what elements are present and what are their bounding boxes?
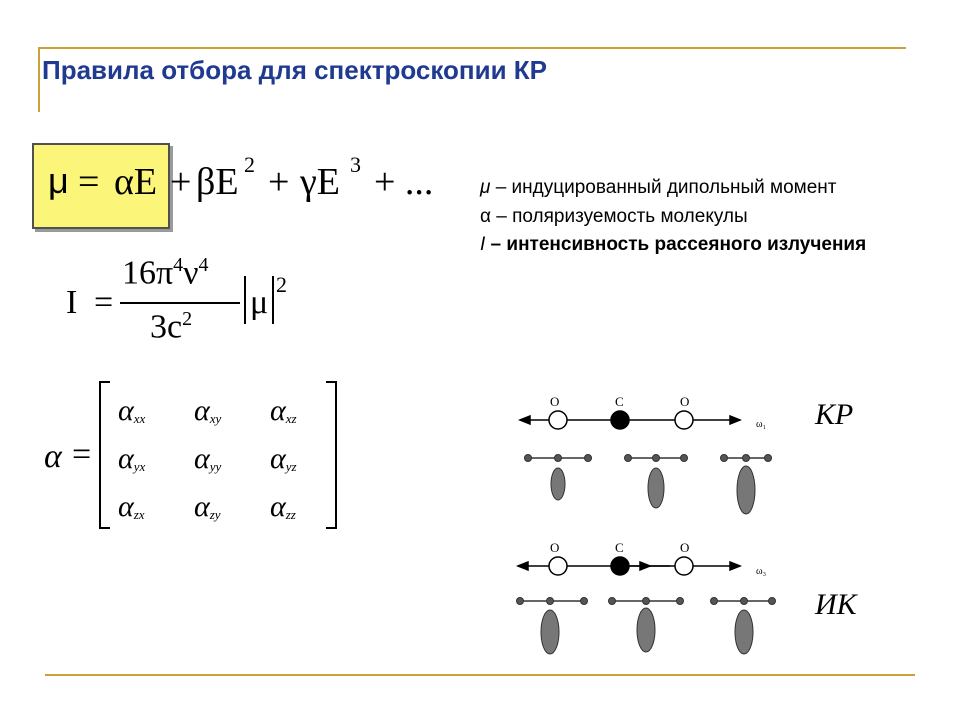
formula2-eq: = bbox=[94, 284, 114, 321]
formula2-den-base: 3c bbox=[150, 308, 183, 346]
dipole-formula bbox=[44, 152, 444, 220]
matrix-cell-zy: αzy bbox=[194, 490, 221, 523]
raman-atom-c: C bbox=[615, 394, 624, 409]
legend-mu-text: – индуцированный дипольный момент bbox=[490, 177, 837, 198]
formula2-num-base: 16π bbox=[122, 254, 174, 292]
raman-label: КР bbox=[815, 398, 854, 431]
raman-atom-o-left: O bbox=[550, 394, 560, 409]
polarizability-matrix bbox=[40, 380, 350, 540]
legend-mu bbox=[480, 177, 836, 199]
formula2-den-exp: 2 bbox=[182, 308, 193, 330]
left-rule bbox=[38, 47, 40, 112]
formula1-term3: γE bbox=[300, 161, 341, 203]
bottom-rule bbox=[45, 674, 915, 676]
matrix-cell-xx: αxx bbox=[118, 394, 146, 427]
matrix-lhs: α bbox=[44, 438, 62, 475]
formula1-exp2: 2 bbox=[244, 152, 255, 177]
formula2-num-exp2: 4 bbox=[198, 254, 209, 276]
legend-intensity-text: – интенсивность рассеяного излучения bbox=[485, 234, 867, 255]
raman-ellipsoid-row bbox=[524, 455, 772, 515]
matrix-cell-yz: αyz bbox=[270, 442, 297, 475]
formula1-term1: αE bbox=[114, 161, 158, 203]
matrix-eq: = bbox=[72, 436, 92, 473]
raman-stretch-molecule bbox=[520, 411, 740, 429]
top-rule bbox=[38, 47, 906, 49]
formula2-abs-mu: μ bbox=[250, 284, 269, 321]
ir-ellipsoid-row bbox=[517, 598, 776, 655]
formula1-eq: = bbox=[78, 161, 100, 203]
formula1-plus2: + bbox=[268, 161, 290, 203]
formula2-numerator bbox=[122, 254, 209, 292]
ir-stretch-molecule bbox=[518, 557, 740, 575]
formula2-abs-right-bar bbox=[272, 276, 274, 324]
raman-mode-label: ω₁ bbox=[756, 419, 767, 430]
formula1-tail: + ... bbox=[374, 161, 434, 203]
formula2-num-exp1: 4 bbox=[173, 254, 184, 276]
ir-label: ИК bbox=[815, 588, 857, 621]
formula1-exp3: 3 bbox=[350, 152, 361, 177]
formula1-term2: βE bbox=[196, 161, 239, 203]
formula2-fraction-bar bbox=[120, 302, 240, 304]
matrix-cell-zx: αzx bbox=[118, 490, 145, 523]
formula1-lhs: μ bbox=[48, 160, 69, 201]
ir-atom-o-left: O bbox=[550, 540, 560, 555]
ir-atom-o-right: O bbox=[680, 540, 690, 555]
matrix-cell-zz: αzz bbox=[270, 490, 296, 523]
matrix-cell-yx: αyx bbox=[118, 442, 146, 475]
formula1-plus1: + bbox=[170, 161, 192, 203]
matrix-cell-xy: αxy bbox=[194, 394, 222, 427]
matrix-cell-yy: αyy bbox=[194, 442, 222, 475]
formula2-num-nu: ν bbox=[183, 254, 199, 292]
matrix-cell-xz: αxz bbox=[270, 394, 297, 427]
ir-mode-label: ω₃ bbox=[756, 566, 767, 577]
formula2-denominator bbox=[150, 308, 192, 346]
legend-alpha bbox=[480, 206, 748, 228]
legend-alpha-text: – поляризуемость молекулы bbox=[490, 206, 748, 227]
legend-intensity-symbol: I bbox=[480, 234, 486, 255]
legend-alpha-symbol: α bbox=[480, 206, 491, 227]
formula2-abs-left-bar bbox=[244, 276, 246, 324]
formula2-lhs: I bbox=[66, 284, 78, 321]
intensity-formula bbox=[60, 250, 320, 360]
legend-mu-symbol: μ bbox=[480, 177, 491, 198]
legend-intensity bbox=[480, 234, 866, 256]
ir-atom-c: C bbox=[615, 540, 624, 555]
formula2-abs-exp: 2 bbox=[276, 272, 287, 297]
raman-atom-o-right: O bbox=[680, 394, 690, 409]
slide-title: Правила отбора для спектроскопии КР bbox=[42, 55, 547, 85]
